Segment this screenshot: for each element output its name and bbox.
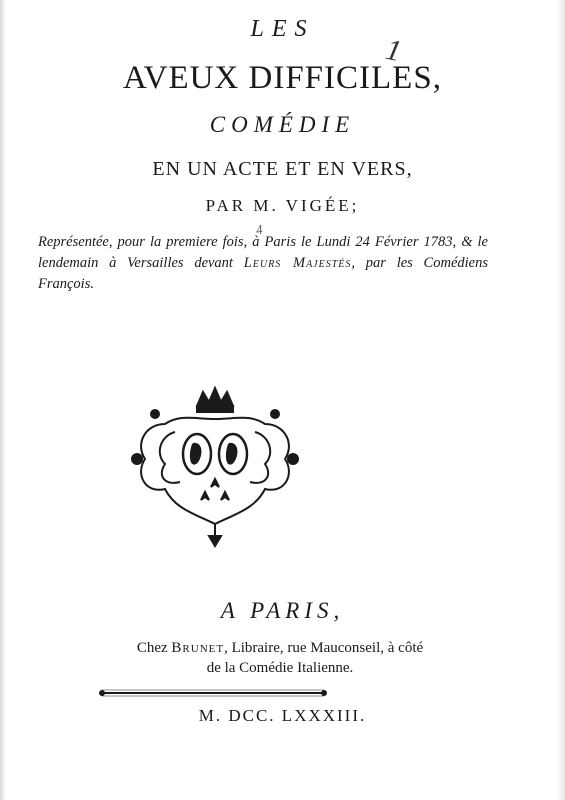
imprint-publisher (30, 638, 530, 678)
handwritten-pencil-mark: 4 (254, 221, 264, 238)
main-title: AVEUX DIFFICILES, (123, 60, 442, 96)
handwritten-volume-number: 1 (382, 32, 405, 69)
publication-date: M. DCC. LXXXIII. (198, 706, 367, 725)
performance-note-part1: Représentée, pour la premiere fois, à Paris le Lundi 24 Février 1783, & le lendemain à Versailles devant (38, 234, 488, 271)
royal-crown-medallions-ornament-icon (125, 384, 305, 549)
form-line: EN UN ACTE ET EN VERS, (152, 158, 413, 180)
performance-note-majesties: Leurs Majestés (243, 255, 352, 271)
imprint-city: A PARIS, (220, 598, 345, 623)
publisher-name: Brunet (171, 640, 225, 656)
ornamental-rule (98, 688, 328, 698)
title-les: LES (250, 16, 315, 42)
imprint-line-2: de la Comédie Italienne. (206, 660, 354, 676)
performance-note (38, 232, 488, 295)
imprint-line-1 (30, 638, 530, 658)
imprint-prefix: Chez (136, 640, 172, 656)
author-line: PAR M. VIGÉE; (205, 196, 360, 215)
performance-note-part2: , par les Comédiens François. (38, 255, 488, 292)
imprint-line1-rest: , Libraire, rue Mauconseil, à côté (224, 640, 424, 656)
genre-line: COMÉDIE (209, 112, 356, 137)
